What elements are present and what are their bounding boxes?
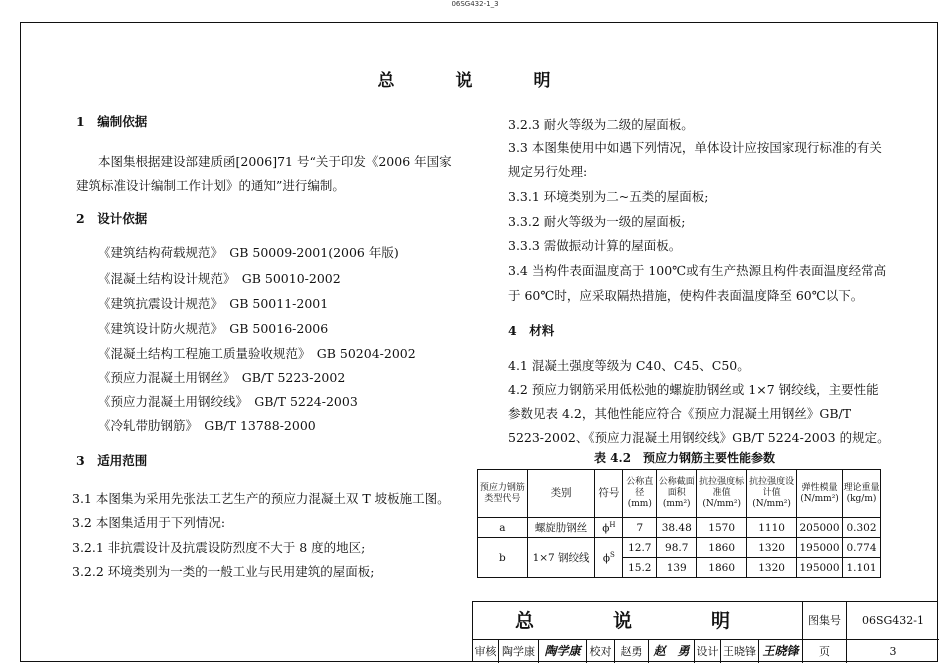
cell-area: 98.7 <box>657 538 697 558</box>
header-cell: 抗拉强度设计值(N/mm²) <box>747 470 797 518</box>
cell-weight: 0.774 <box>842 538 880 558</box>
cell-symbol <box>595 538 623 578</box>
header-cell: 类别 <box>527 470 595 518</box>
text-line: 3.2.3 耐火等级为二级的屋面板。 <box>508 117 694 132</box>
designer-name: 王晓锋 <box>721 640 759 663</box>
standard-item: 《建筑抗震设计规范》 GB 50011-2001 <box>98 296 329 311</box>
review-label: 审核 <box>473 640 499 663</box>
standard-item: 《混凝土结构工程施工质量验收规范》 GB 50204-2002 <box>98 346 416 361</box>
cell-symbol <box>595 518 623 538</box>
symbol-text: ϕ <box>602 522 610 535</box>
table-header-row <box>478 470 881 518</box>
reviewer-signature: 陶学康 <box>539 640 587 663</box>
cell-fptk: 1860 <box>697 558 747 578</box>
table-row <box>478 518 881 538</box>
text-line: 3.3.1 环境类别为二~五类的屋面板; <box>508 189 709 204</box>
symbol-sup: H <box>609 520 616 529</box>
text-line: 规定另行处理: <box>508 164 588 179</box>
designer-signature: 王晓锋 <box>759 640 803 663</box>
section-2-heading: 2 设计依据 <box>76 211 148 226</box>
standard-item: 《建筑结构荷载规范》 GB 50009-2001(2006 年版) <box>98 245 399 260</box>
standard-item: 《建筑设计防火规范》 GB 50016-2006 <box>98 321 329 336</box>
page-number: 3 <box>889 645 897 658</box>
header-cell: 理论重量(kg/m) <box>842 470 880 518</box>
standard-item: 《预应力混凝土用钢绞线》 GB/T 5224-2003 <box>98 394 358 409</box>
symbol-sup: S <box>610 550 615 559</box>
text-line: 3.3.3 需做振动计算的屋面板。 <box>508 238 682 253</box>
cell-diameter: 15.2 <box>623 558 657 578</box>
cell-fptk: 1570 <box>697 518 747 538</box>
title-block-name: 总 说 明 <box>473 602 803 640</box>
symbol-text: ϕ <box>602 552 611 565</box>
scope-item: 3.2.1 非抗震设计及抗震设防烈度不大于 8 度的地区; <box>72 540 366 555</box>
document-id: 06SG432-1_3 <box>451 0 499 8</box>
cell-diameter: 7 <box>623 518 657 538</box>
reviewer-name: 陶学康 <box>499 640 539 663</box>
standard-item: 《混凝土结构设计规范》 GB 50010-2002 <box>98 271 341 286</box>
material-line: 4.2 预应力钢筋采用低松弛的螺旋肋钢丝或 1×7 钢绞线，主要性能 <box>508 382 879 397</box>
table-caption: 表 4.2 预应力钢筋主要性能参数 <box>594 451 776 465</box>
cell-code: a <box>478 518 528 538</box>
checker-signature: 赵 勇 <box>649 640 695 663</box>
text-line: 3.3.2 耐火等级为一级的屋面板; <box>508 214 686 229</box>
section-1-text-1: 本图集根据建设部建质函[2006]71 号“关于印发《2006 年国家 <box>98 154 452 169</box>
design-label: 设计 <box>695 640 721 663</box>
header-cell: 抗拉强度标准值(N/mm²) <box>697 470 747 518</box>
rebar-property-table <box>477 469 881 578</box>
text-line: 3.3 本图集使用中如遇下列情况，单体设计应按国家现行标准的有关 <box>508 140 882 155</box>
title-block <box>472 601 938 662</box>
table-row <box>478 538 881 558</box>
cell-area: 139 <box>657 558 697 578</box>
header-cell: 弹性模量(N/mm²) <box>797 470 843 518</box>
scope-item: 3.2 本图集适用于下列情况: <box>72 515 226 530</box>
header-cell: 公称直径(mm) <box>623 470 657 518</box>
cell-code: b <box>478 538 528 578</box>
page-label: 页 <box>803 640 847 663</box>
header-cell: 公称截面面积(mm²) <box>657 470 697 518</box>
cell-modulus: 195000 <box>797 558 843 578</box>
cell-weight: 0.302 <box>842 518 880 538</box>
text-line: 3.4 当构件表面温度高于 100℃或有生产热源且构件表面温度经常高 <box>508 263 887 278</box>
section-1-heading: 1 编制依据 <box>76 114 148 129</box>
section-3-heading: 3 适用范围 <box>76 453 148 468</box>
atlas-label: 图集号 <box>803 602 847 640</box>
page-title: 总 说 明 <box>377 71 573 91</box>
atlas-number: 06SG432-1 <box>847 602 939 640</box>
section-1-text-2: 建筑标准设计编制工作计划》的通知”进行编制。 <box>76 178 345 193</box>
header-cell: 符号 <box>595 470 623 518</box>
cell-fptk: 1860 <box>697 538 747 558</box>
cell-modulus: 205000 <box>797 518 843 538</box>
cell-fpy: 1320 <box>747 538 797 558</box>
text-line: 于 60℃时，应采取隔热措施，使构件表面温度降至 60℃以下。 <box>508 288 864 303</box>
cell-type: 螺旋肋钢丝 <box>527 518 595 538</box>
header-cell: 预应力钢筋类型代号 <box>478 470 528 518</box>
material-line: 5223-2002、《预应力混凝土用钢绞线》GB/T 5224-2003 的规定。 <box>508 430 890 445</box>
cell-area: 38.48 <box>657 518 697 538</box>
cell-modulus: 195000 <box>797 538 843 558</box>
standard-item: 《冷轧带肋钢筋》 GB/T 13788-2000 <box>98 418 316 433</box>
section-4-heading: 4 材料 <box>508 323 555 338</box>
cell-fpy: 1320 <box>747 558 797 578</box>
cell-type: 1×7 钢绞线 <box>527 538 595 578</box>
scope-item: 3.1 本图集为采用先张法工艺生产的预应力混凝土双 T 坡板施工图。 <box>72 491 450 506</box>
cell-weight: 1.101 <box>842 558 880 578</box>
material-line: 4.1 混凝土强度等级为 C40、C45、C50。 <box>508 358 750 373</box>
check-label: 校对 <box>587 640 615 663</box>
scope-item: 3.2.2 环境类别为一类的一般工业与民用建筑的屋面板; <box>72 564 375 579</box>
material-line: 参数见表 4.2，其他性能应符合《预应力混凝土用钢丝》GB/T <box>508 406 852 421</box>
cell-fpy: 1110 <box>747 518 797 538</box>
checker-name: 赵勇 <box>615 640 649 663</box>
standard-item: 《预应力混凝土用钢丝》 GB/T 5223-2002 <box>98 370 346 385</box>
cell-diameter: 12.7 <box>623 538 657 558</box>
